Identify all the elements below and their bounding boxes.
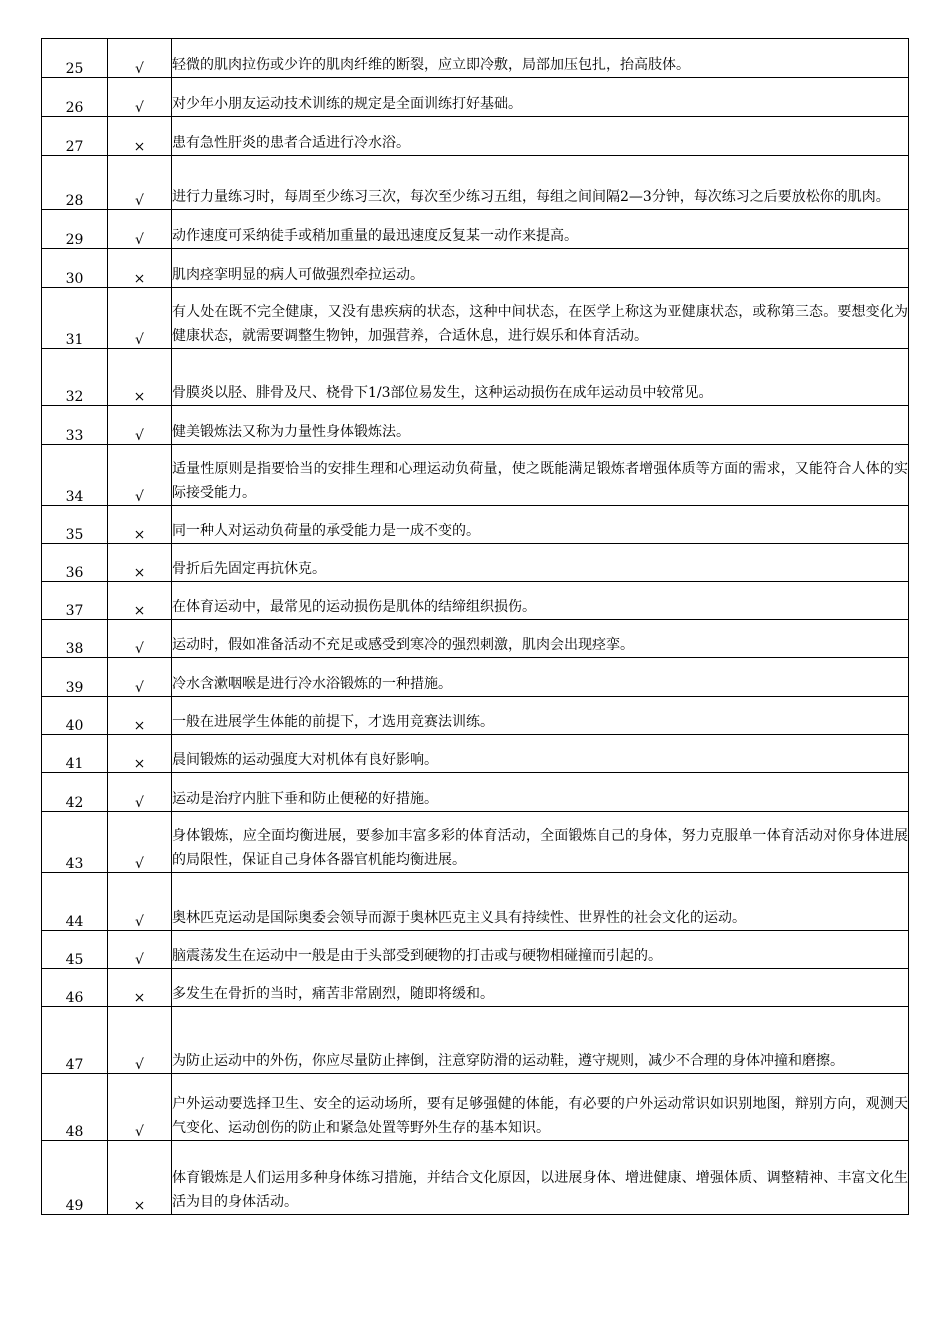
question-number: 30 bbox=[42, 249, 108, 288]
answer-mark: × bbox=[108, 1141, 172, 1215]
table-row bbox=[42, 1007, 909, 1074]
answer-mark: × bbox=[108, 349, 172, 406]
question-number: 26 bbox=[42, 78, 108, 117]
table-row bbox=[42, 39, 909, 78]
answer-mark: √ bbox=[108, 812, 172, 873]
table-row bbox=[42, 349, 909, 406]
question-number: 37 bbox=[42, 582, 108, 620]
answer-mark: √ bbox=[108, 39, 172, 78]
table-row bbox=[42, 1074, 909, 1141]
question-number: 35 bbox=[42, 506, 108, 544]
statement-text: 肌肉痉挛明显的病人可做强烈牵拉运动。 bbox=[172, 249, 909, 288]
statement-text: 为防止运动中的外伤，你应尽量防止摔倒，注意穿防滑的运动鞋，遵守规则，减少不合理的身体冲撞和磨擦。 bbox=[172, 1007, 909, 1074]
question-number: 28 bbox=[42, 156, 108, 210]
question-number: 49 bbox=[42, 1141, 108, 1215]
answer-table-body bbox=[42, 39, 909, 1215]
answer-mark: × bbox=[108, 506, 172, 544]
question-number: 27 bbox=[42, 117, 108, 156]
table-row bbox=[42, 210, 909, 249]
question-number: 43 bbox=[42, 812, 108, 873]
table-row bbox=[42, 544, 909, 582]
table-row bbox=[42, 445, 909, 506]
statement-text: 冷水含漱咽喉是进行冷水浴锻炼的一种措施。 bbox=[172, 658, 909, 697]
question-number: 45 bbox=[42, 931, 108, 969]
table-row bbox=[42, 117, 909, 156]
table-row bbox=[42, 931, 909, 969]
question-number: 29 bbox=[42, 210, 108, 249]
statement-text: 骨折后先固定再抗休克。 bbox=[172, 544, 909, 582]
table-row bbox=[42, 78, 909, 117]
answer-mark: √ bbox=[108, 156, 172, 210]
table-row bbox=[42, 658, 909, 697]
question-number: 44 bbox=[42, 873, 108, 931]
answer-mark: √ bbox=[108, 210, 172, 249]
answer-mark: √ bbox=[108, 406, 172, 445]
statement-text: 运动是治疗内脏下垂和防止便秘的好措施。 bbox=[172, 773, 909, 812]
answer-mark: √ bbox=[108, 931, 172, 969]
statement-text: 晨间锻炼的运动强度大对机体有良好影响。 bbox=[172, 735, 909, 773]
answer-mark: × bbox=[108, 969, 172, 1007]
question-number: 32 bbox=[42, 349, 108, 406]
answer-mark: × bbox=[108, 735, 172, 773]
answer-mark: √ bbox=[108, 658, 172, 697]
question-number: 42 bbox=[42, 773, 108, 812]
answer-mark: × bbox=[108, 697, 172, 735]
answer-mark: √ bbox=[108, 873, 172, 931]
question-number: 46 bbox=[42, 969, 108, 1007]
table-row bbox=[42, 735, 909, 773]
statement-text: 身体锻炼，应全面均衡进展，要参加丰富多彩的体育活动，全面锻炼自己的身体，努力克服单一体育活动对你身体进展的局限性，保证自己身体各器官机能均衡进展。 bbox=[172, 812, 909, 873]
table-row bbox=[42, 773, 909, 812]
answer-mark: √ bbox=[108, 445, 172, 506]
table-row bbox=[42, 506, 909, 544]
question-number: 25 bbox=[42, 39, 108, 78]
statement-text: 进行力量练习时，每周至少练习三次，每次至少练习五组，每组之间间隔2—3分钟，每次练习之后要放松你的肌肉。 bbox=[172, 156, 909, 210]
answer-mark: × bbox=[108, 582, 172, 620]
question-number: 36 bbox=[42, 544, 108, 582]
answer-mark: √ bbox=[108, 620, 172, 658]
question-number: 33 bbox=[42, 406, 108, 445]
question-number: 40 bbox=[42, 697, 108, 735]
statement-text: 有人处在既不完全健康，又没有患疾病的状态，这种中间状态，在医学上称这为亚健康状态，或称第三态。要想变化为健康状态，就需要调整生物钟，加强营养，合适休息，进行娱乐和体育活动。 bbox=[172, 288, 909, 349]
question-number: 47 bbox=[42, 1007, 108, 1074]
table-row bbox=[42, 156, 909, 210]
table-row bbox=[42, 812, 909, 873]
table-row bbox=[42, 1141, 909, 1215]
table-row bbox=[42, 249, 909, 288]
statement-text: 体育锻炼是人们运用多种身体练习措施，并结合文化原因，以进展身体、增进健康、增强体质、调整精神、丰富文化生活为目的身体活动。 bbox=[172, 1141, 909, 1215]
statement-text: 户外运动要选择卫生、安全的运动场所，要有足够强健的体能，有必要的户外运动常识如识别地图，辩别方向，观测天气变化、运动创伤的防止和紧急处置等野外生存的基本知识。 bbox=[172, 1074, 909, 1141]
statement-text: 动作速度可采纳徒手或稍加重量的最迅速度反复某一动作来提高。 bbox=[172, 210, 909, 249]
statement-text: 一般在进展学生体能的前提下，才选用竞赛法训练。 bbox=[172, 697, 909, 735]
question-number: 48 bbox=[42, 1074, 108, 1141]
question-number: 31 bbox=[42, 288, 108, 349]
answer-mark: × bbox=[108, 117, 172, 156]
statement-text: 患有急性肝炎的患者合适进行冷水浴。 bbox=[172, 117, 909, 156]
table-row bbox=[42, 288, 909, 349]
statement-text: 适量性原则是指要恰当的安排生理和心理运动负荷量，使之既能满足锻炼者增强体质等方面的需求，又能符合人体的实际接受能力。 bbox=[172, 445, 909, 506]
answer-mark: × bbox=[108, 249, 172, 288]
table-row bbox=[42, 582, 909, 620]
statement-text: 多发生在骨折的当时，痛苦非常剧烈，随即将缓和。 bbox=[172, 969, 909, 1007]
answer-mark: √ bbox=[108, 1007, 172, 1074]
question-number: 34 bbox=[42, 445, 108, 506]
statement-text: 同一种人对运动负荷量的承受能力是一成不变的。 bbox=[172, 506, 909, 544]
statement-text: 在体育运动中，最常见的运动损伤是肌体的结缔组织损伤。 bbox=[172, 582, 909, 620]
table-row bbox=[42, 620, 909, 658]
answer-mark: √ bbox=[108, 1074, 172, 1141]
question-number: 38 bbox=[42, 620, 108, 658]
answer-mark: √ bbox=[108, 78, 172, 117]
table-row bbox=[42, 406, 909, 445]
table-row bbox=[42, 969, 909, 1007]
table-row bbox=[42, 697, 909, 735]
statement-text: 轻微的肌肉拉伤或少许的肌肉纤维的断裂，应立即冷敷，局部加压包扎，抬高肢体。 bbox=[172, 39, 909, 78]
table-row bbox=[42, 873, 909, 931]
statement-text: 运动时，假如准备活动不充足或感受到寒冷的强烈刺激，肌肉会出现痉挛。 bbox=[172, 620, 909, 658]
statement-text: 奥林匹克运动是国际奥委会领导而源于奥林匹克主义具有持续性、世界性的社会文化的运动。 bbox=[172, 873, 909, 931]
statement-text: 骨膜炎以胫、腓骨及尺、桡骨下1/3部位易发生，这种运动损伤在成年运动员中较常见。 bbox=[172, 349, 909, 406]
question-number: 39 bbox=[42, 658, 108, 697]
question-number: 41 bbox=[42, 735, 108, 773]
statement-text: 健美锻炼法又称为力量性身体锻炼法。 bbox=[172, 406, 909, 445]
statement-text: 脑震荡发生在运动中一般是由于头部受到硬物的打击或与硬物相碰撞而引起的。 bbox=[172, 931, 909, 969]
answer-mark: √ bbox=[108, 773, 172, 812]
answer-mark: √ bbox=[108, 288, 172, 349]
answer-mark: × bbox=[108, 544, 172, 582]
statement-text: 对少年小朋友运动技术训练的规定是全面训练打好基础。 bbox=[172, 78, 909, 117]
answer-table bbox=[41, 38, 909, 1215]
